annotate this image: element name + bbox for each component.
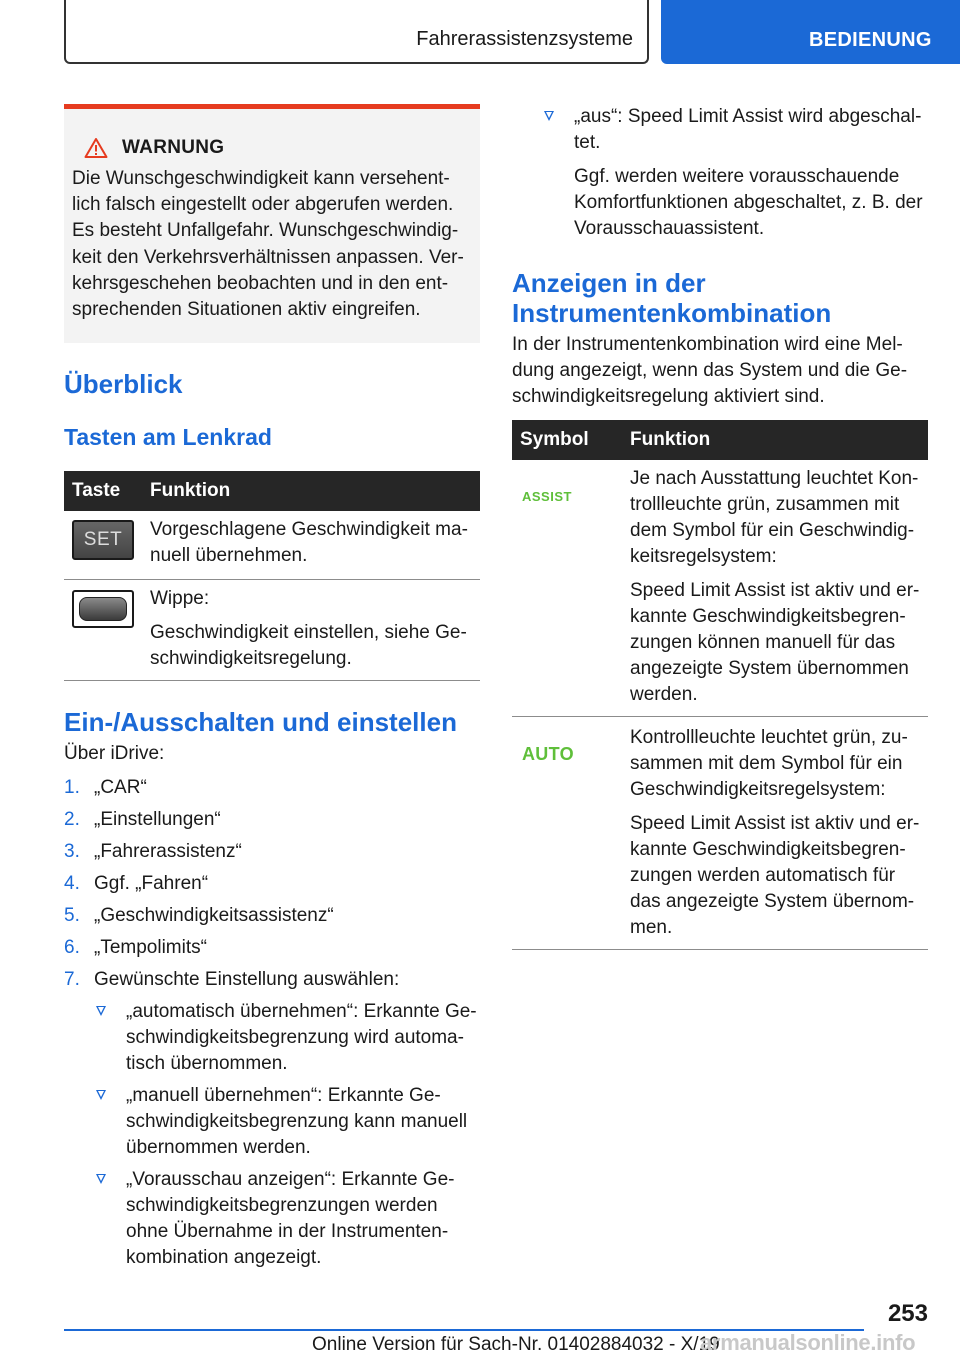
table-row: ASSIST Je nach Ausstattung leuchtet Kontrollleuchte grün, zusammen mit dem Symbol für ein Geschwindigkeitsregelsystem: Speed Limit Assist ist aktiv und erkannte Geschwindigkeitsbegrenzungen können manuell für das angezeigte System übernommen werden. — [512, 460, 928, 717]
left-column — [64, 104, 480, 1277]
warning-text: Die Wunschgeschwindigkeit kann versehentlich falsch eingestellt oder abgerufen werden. Es besteht Unfallgefahr. Wunschgeschwindigkeit den Verkehrsverhältnissen anpassen. Verkehrsgeschehen beobachten und in den entsprechenden Situationen aktiv eingreifen. — [72, 168, 464, 321]
settings-options-list-continued — [542, 104, 928, 242]
list-item: 2. „Einstellungen“ — [64, 809, 221, 831]
rocker-label: Wippe: — [150, 588, 210, 610]
table-header-row — [64, 471, 480, 511]
list-item: 3. „Fahrerassistenz“ — [64, 841, 242, 863]
steering-buttons-table — [64, 471, 480, 681]
table-header-funktion: Funktion — [622, 420, 928, 460]
triangle-bullet-icon — [96, 1174, 106, 1184]
assist-indicator-icon: ASSIST — [522, 489, 572, 504]
header-section-title: Fahrerassistenzsysteme — [416, 28, 633, 50]
warning-triangle-icon — [84, 137, 108, 159]
heading-overview: Überblick — [64, 369, 183, 400]
rocker-switch-icon — [72, 590, 134, 628]
list-item: 5. „Geschwindigkeitsassistenz“ — [64, 905, 334, 927]
idrive-intro: Über iDrive: — [64, 743, 165, 765]
list-item: 6. „Tempolimits“ — [64, 937, 207, 959]
idrive-steps-list — [64, 775, 480, 1271]
set-button-icon: SET — [72, 520, 134, 560]
display-intro: In der Instrumentenkombination wird eine Meldung angezeigt, wenn das System und die Geschwindigkeitsregelung aktiviert sind. — [512, 334, 908, 407]
list-item: „aus“: Speed Limit Assist wird abgeschaltet. Ggf. werden weitere vorausschauende Komfortfunktionen abgeschaltet, z. B. der Vorausschauassistent. — [542, 104, 928, 242]
table-header-row — [512, 420, 928, 460]
table-header-funktion: Funktion — [142, 471, 480, 511]
triangle-bullet-icon — [96, 1006, 106, 1016]
header-chapter-title: BEDIENUNG — [809, 29, 932, 51]
list-item: „manuell übernehmen“: Erkannte Geschwindigkeitsbegrenzung kann manuell übernommen werden. — [94, 1083, 480, 1161]
table-row: AUTO Kontrollleuchte leuchtet grün, zusammen mit dem Symbol für ein Geschwindigkeitsregelsystem: Speed Limit Assist ist aktiv und erkannte Geschwindigkeitsbegrenzungen werden automatisch für das angezeigte System übernommen. — [512, 717, 928, 950]
subheading-steering-buttons: Tasten am Lenkrad — [64, 424, 272, 451]
set-button-description: Vorgeschlagene Geschwindigkeit manuell übernehmen. — [150, 519, 468, 567]
settings-options-list — [94, 999, 480, 1271]
table-header-taste: Taste — [64, 471, 142, 511]
footer-online-version: Online Version für Sach-Nr. 01402884032 - X/19 — [312, 1334, 720, 1355]
right-column — [512, 104, 928, 950]
page-number: 253 — [887, 1300, 928, 1327]
table-header-symbol: Symbol — [512, 420, 622, 460]
table-row — [64, 511, 480, 580]
rocker-description: Geschwindigkeit einstellen, siehe Geschwindigkeitsregelung. — [150, 622, 467, 670]
list-item: 7. Gewünschte Einstellung auswählen: „automatisch übernehmen“: Erkannte Geschwindigkeitsbegrenzung wird automatisch übernommen. „manuell übernehmen“: Erkannte Geschwindigkeitsbegrenzung kann manuell übernommen werden. „Vorausschau anzeigen“: Erkannte Geschwindigkeitsbegrenzungen werden ohne Übernahme in der Instrumentenkombination angezeigt. — [64, 967, 480, 1271]
watermark: armanualsonline.info — [700, 1330, 916, 1355]
table-row — [64, 580, 480, 681]
warning-title: WARNUNG — [84, 137, 470, 159]
warning-box — [64, 104, 480, 343]
list-item: „automatisch übernehmen“: Erkannte Geschwindigkeitsbegrenzung wird automatisch übernommen. — [94, 999, 480, 1077]
heading-display: Anzeigen in der Instrumentenkombination — [512, 268, 832, 328]
list-item: 4. Ggf. „Fahren“ — [64, 873, 209, 895]
triangle-bullet-icon — [544, 111, 554, 121]
list-item: 1. „CAR“ — [64, 777, 147, 799]
list-item: „Vorausschau anzeigen“: Erkannte Geschwindigkeitsbegrenzungen werden ohne Übernahme in der Instrumentenkombination angezeigt. — [94, 1167, 480, 1271]
auto-indicator-icon: AUTO — [522, 744, 574, 764]
header-section-tab — [64, 0, 649, 64]
display-symbols-table — [512, 420, 928, 950]
triangle-bullet-icon — [96, 1090, 106, 1100]
option-aus-note: Ggf. werden weitere vorausschauende Komfortfunktionen abgeschaltet, z. B. der Vorausschauassistent. — [574, 166, 923, 239]
heading-on-off: Ein-/Ausschalten und einstellen — [64, 707, 457, 738]
header-chapter-tab — [661, 0, 960, 64]
